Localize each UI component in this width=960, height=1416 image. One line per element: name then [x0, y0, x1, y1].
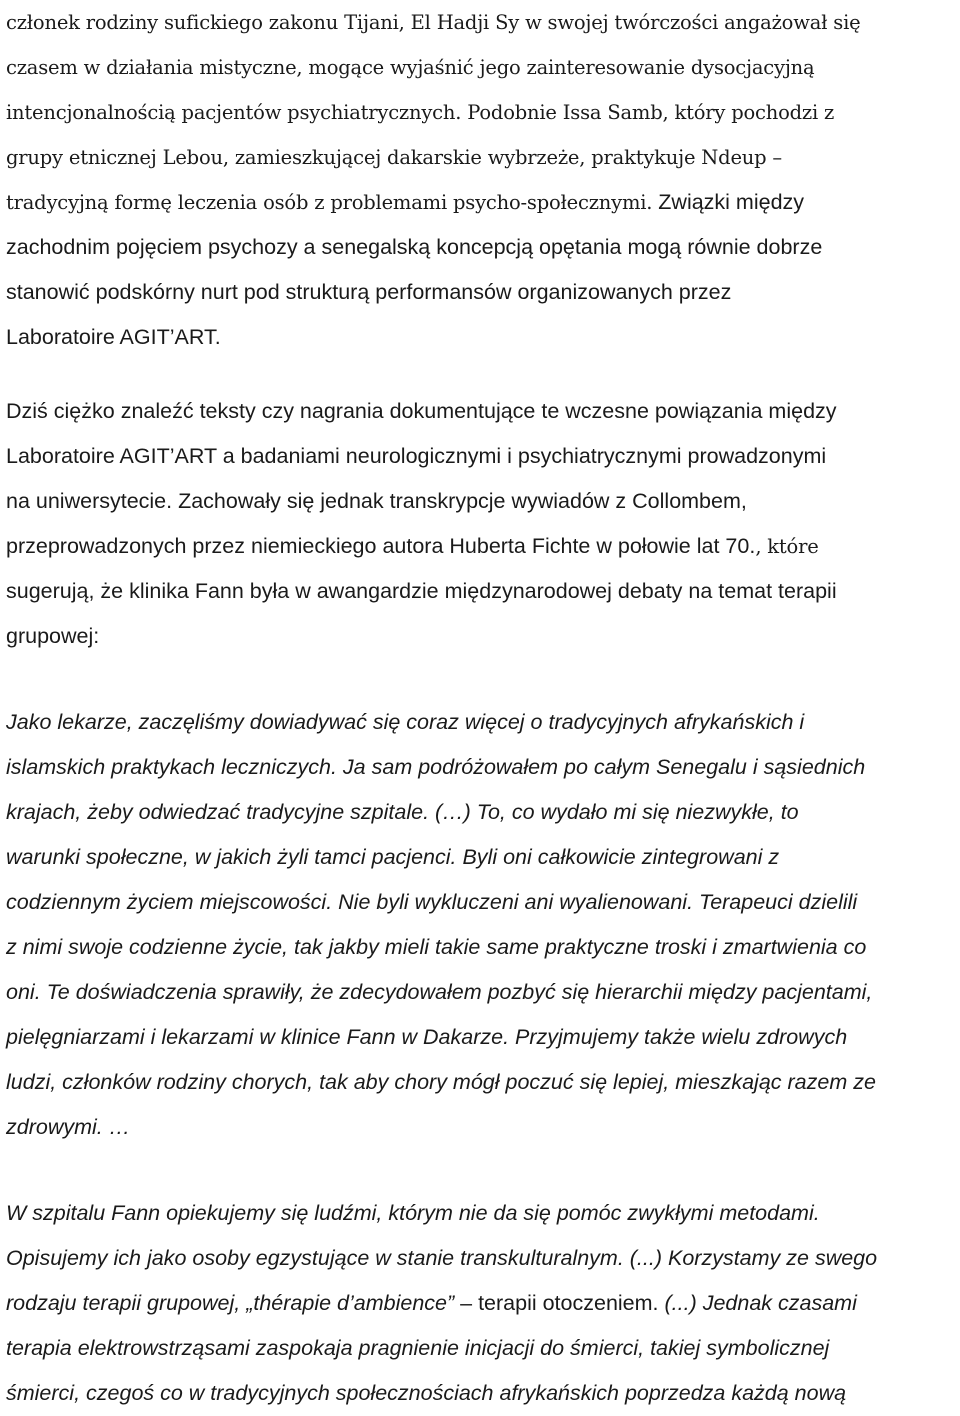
text-run: grupowej:: [6, 624, 100, 648]
paragraph-1: [6, 0, 860, 360]
text-run: warunki społeczne, w jakich żyli tamci pacjenci. Byli oni całkowicie zintegrowani z: [6, 845, 780, 869]
text-line: [6, 614, 837, 659]
text-line: [6, 1105, 876, 1150]
text-line: [6, 315, 860, 360]
text-line: [6, 90, 860, 135]
text-line: [6, 1191, 877, 1236]
text-run: z nimi swoje codzienne życie, tak jakby mieli takie same praktyczne troski i zmartwienia co: [6, 935, 867, 959]
text-line: [6, 880, 876, 925]
text-run: pielęgniarzami i lekarzami w klinice Fann w Dakarze. Przyjmujemy także wielu zdrowych: [6, 1025, 848, 1049]
text-line: [6, 0, 860, 45]
text-run: Podobnie Issa Samb, który pochodzi z: [467, 101, 835, 124]
text-line: [6, 270, 860, 315]
text-line: [6, 479, 837, 524]
paragraph-3-quote: [6, 700, 876, 1150]
text-line: [6, 1236, 877, 1281]
text-run: śmierci, czegoś co w tradycyjnych społecznościach afrykańskich poprzedza każdą nową: [6, 1381, 847, 1405]
text-line: [6, 1015, 876, 1060]
text-run: W szpitalu Fann opiekujemy się ludźmi, którym nie da się pomóc zwykłymi metodami.: [6, 1201, 820, 1225]
text-run: Laboratoire AGIT’ART.: [6, 325, 221, 349]
text-line: [6, 524, 837, 569]
text-line: [6, 1060, 876, 1105]
text-line: [6, 745, 876, 790]
text-run: zdrowymi. …: [6, 1115, 131, 1139]
text-line: [6, 434, 837, 479]
text-run: codziennym życiem miejscowości. Nie byli wykluczeni ani wyalienowani. Terapeuci dzielili: [6, 890, 858, 914]
paragraph-2: [6, 389, 837, 659]
text-line: [6, 569, 837, 614]
text-run: – terapii otoczeniem.: [460, 1291, 665, 1315]
text-line: [6, 225, 860, 270]
text-line: [6, 135, 860, 180]
text-run: członek rodziny sufickiego zakonu Tijani, El Hadji Sy w swojej twórczości angażował się: [6, 11, 861, 34]
text-line: [6, 1281, 877, 1326]
text-run: tradycyjną formę leczenia osób z problemami psycho-społecznymi.: [6, 191, 659, 214]
text-run: Jako lekarze, zaczęliśmy dowiadywać się coraz więcej o tradycyjnych afrykańskich i: [6, 710, 805, 734]
text-run: zachodnim pojęciem psychozy a senegalską koncepcją opętania mogą równie dobrze: [6, 235, 823, 259]
text-line: [6, 45, 860, 90]
text-run: oni. Te doświadczenia sprawiły, że zdecydowałem pozbyć się hierarchii między pacjentami,: [6, 980, 873, 1004]
text-run: ludzi, członków rodziny chorych, tak aby chory mógł poczuć się lepiej, mieszkając razem ze: [6, 1070, 876, 1094]
text-line: [6, 925, 876, 970]
text-line: [6, 1371, 877, 1416]
text-run: krajach, żeby odwiedzać tradycyjne szpitale. (…) To, co wydało mi się niezwykłe, to: [6, 800, 799, 824]
text-line: [6, 700, 876, 745]
text-run: sugerują, że klinika Fann była w awangardzie międzynarodowej debaty na temat terapii: [6, 579, 837, 603]
text-run: czasem w działania mistyczne, mogące wyjaśnić jego zainteresowanie dysocjacyjną: [6, 56, 815, 79]
text-run: terapia elektrowstrząsami zaspokaja pragnienie inicjacji do śmierci, takiej symbolicznej: [6, 1336, 830, 1360]
text-run: Opisujemy ich jako osoby egzystujące w stanie transkulturalnym. (...) Korzystamy ze swego: [6, 1246, 878, 1270]
text-line: [6, 389, 837, 434]
text-run: grupy etnicznej Lebou, zamieszkującej dakarskie wybrzeże, praktykuje Ndeup –: [6, 146, 782, 169]
text-line: [6, 790, 876, 835]
text-run: Laboratoire AGIT’ART a badaniami neurologicznymi i psychiatrycznymi prowadzonymi: [6, 444, 827, 468]
text-run: Związki między: [658, 190, 805, 214]
text-line: [6, 180, 860, 225]
text-run: (...) Jednak czasami: [664, 1291, 857, 1315]
text-line: [6, 970, 876, 1015]
text-run: islamskich praktykach leczniczych. Ja sam podróżowałem po całym Senegalu i sąsiednich: [6, 755, 866, 779]
text-run: intencjonalnością pacjentów psychiatrycznych.: [6, 101, 468, 124]
paragraph-4-quote: [6, 1191, 877, 1416]
text-run: na uniwersytecie. Zachowały się jednak transkrypcje wywiadów z Collombem,: [6, 489, 747, 513]
text-run: stanowić podskórny nurt pod strukturą performansów organizowanych przez: [6, 280, 732, 304]
text-run: rodzaju terapii grupowej, „thérapie d’ambience”: [6, 1291, 461, 1315]
text-run: Dziś ciężko znaleźć teksty czy nagrania dokumentujące te wczesne powiązania między: [6, 399, 837, 423]
text-run: przeprowadzonych przez niemieckiego autora Huberta Fichte w połowie lat 70.: [6, 534, 756, 558]
text-line: [6, 1326, 877, 1371]
text-run: , które: [755, 535, 819, 558]
text-line: [6, 835, 876, 880]
